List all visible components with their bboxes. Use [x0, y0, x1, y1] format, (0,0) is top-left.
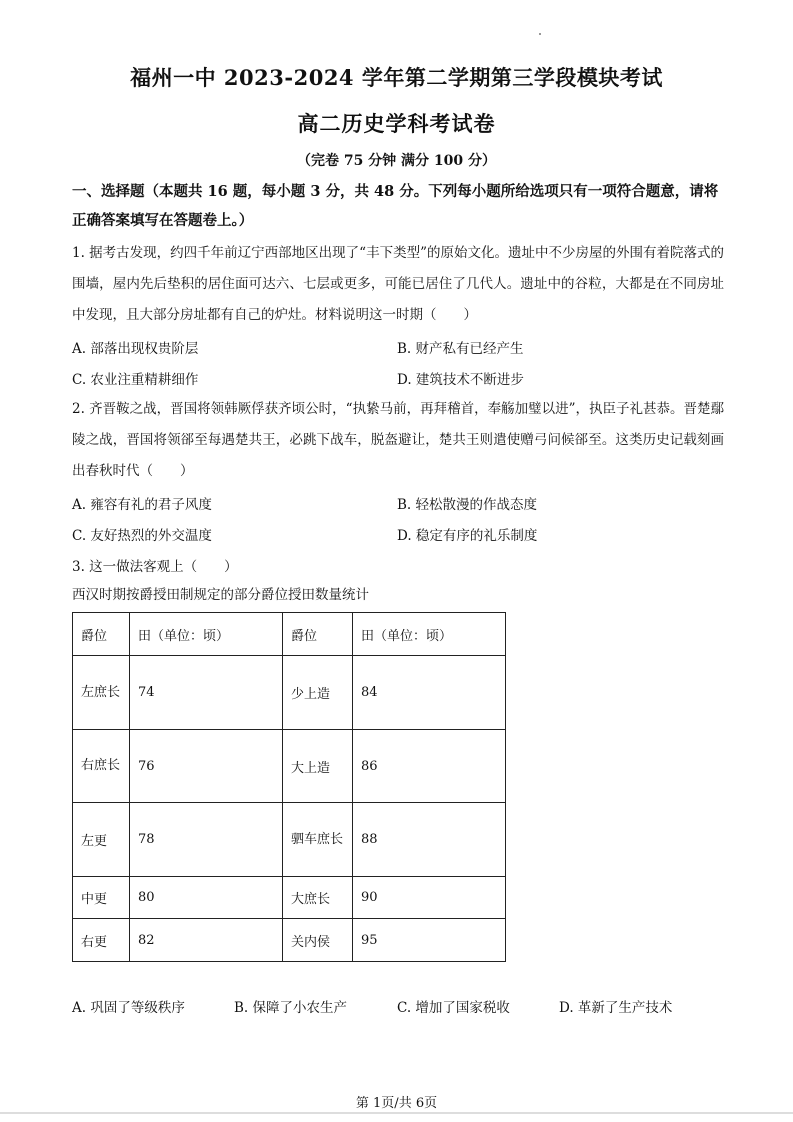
table-cell: 右庶长: [73, 730, 130, 803]
q1-option-b: B. 财产私有已经产生: [397, 341, 524, 357]
exam-subtitle: 高二历史学科考试卷: [297, 111, 496, 136]
table-cell: 76: [130, 730, 283, 803]
q1-option-d: D. 建筑技术不断进步: [397, 372, 524, 388]
q2-option-b: B. 轻松散漫的作战态度: [397, 497, 538, 513]
q1-option-c: C. 农业注重精耕细作: [72, 372, 199, 388]
table-header: 爵位: [73, 613, 130, 656]
table-row: [73, 656, 506, 730]
table-cell: 少上造: [283, 656, 353, 730]
question-3-stem: 3. 这一做法客观上（ ）: [72, 559, 238, 575]
page-bottom-rule: [0, 1112, 793, 1114]
table-cell: 80: [130, 877, 283, 919]
q3-option-b: B. 保障了小农生产: [234, 1000, 348, 1016]
table-cell: 左更: [73, 803, 130, 877]
table-header-row: [73, 613, 506, 656]
table-header: 田（单位：顷）: [130, 613, 283, 656]
section-heading: 一、选择题（本题共 16 题，每小题 3 分，共 48 分。下列每小题所给选项只有一项符合题意，请将正确答案填写在答题卷上。）: [72, 183, 719, 229]
table-cell: 关内侯: [283, 919, 353, 962]
table-cell: 95: [353, 919, 506, 962]
table-cell: 78: [130, 803, 283, 877]
table-header: 田（单位：顷）: [353, 613, 506, 656]
page-number: 第 1页/共 6页: [355, 1096, 438, 1111]
table-header: 爵位: [283, 613, 353, 656]
table-cell: 大庶长: [283, 877, 353, 919]
table-cell: 90: [353, 877, 506, 919]
table-row: [73, 919, 506, 962]
table-cell: 大上造: [283, 730, 353, 803]
table-row: [73, 803, 506, 877]
scan-dot: [539, 33, 541, 35]
q3-option-c: C. 增加了国家税收: [397, 1000, 510, 1016]
table-row: [73, 877, 506, 919]
question-2-stem: 2. 齐晋鞍之战，晋国将领韩厥俘获齐顷公时，“执絷马前，再拜稽首，奉觞加璧以进”，执臣子礼甚恭。晋楚鄢陵之战，晋国将领郤至每遇楚共王，必跳下战车，脱盔避让，楚共王则遣使赠弓问候郤至。这类历史记载刻画出春秋时代（ ）: [72, 401, 724, 479]
table-cell: 左庶长: [73, 656, 130, 730]
q2-option-d: D. 稳定有序的礼乐制度: [397, 528, 538, 544]
exam-info: （完卷 75 分钟 满分 100 分）: [296, 153, 497, 169]
table-cell: 82: [130, 919, 283, 962]
table-cell: 驷车庶长: [283, 803, 353, 877]
table-cell: 右更: [73, 919, 130, 962]
table-cell: 88: [353, 803, 506, 877]
rank-land-table: [72, 612, 506, 962]
table-cell: 86: [353, 730, 506, 803]
table-caption: 西汉时期按爵授田制规定的部分爵位授田数量统计: [72, 587, 369, 603]
table-cell: 74: [130, 656, 283, 730]
table-row: [73, 730, 506, 803]
exam-title: 福州一中 2023-2024 学年第二学期第三学段模块考试: [130, 65, 663, 90]
table-cell: 中更: [73, 877, 130, 919]
q3-option-a: A. 巩固了等级秩序: [72, 1000, 185, 1016]
q3-option-d: D. 革新了生产技术: [559, 1000, 673, 1016]
question-1-stem: 1. 据考古发现，约四千年前辽宁西部地区出现了“丰下类型”的原始文化。遗址中不少房屋的外围有着院落式的围墙，屋内先后垫积的居住面可达六、七层或更多，可能已居住了几代人。遗址中的谷粒，大都是在不同房址中发现，且大部分房址都有自己的炉灶。材料说明这一时期（ ）: [72, 245, 724, 323]
table-cell: 84: [353, 656, 506, 730]
q1-option-a: A. 部落出现权贵阶层: [72, 341, 199, 357]
q2-option-a: A. 雍容有礼的君子风度: [72, 497, 212, 513]
q2-option-c: C. 友好热烈的外交温度: [72, 528, 212, 544]
